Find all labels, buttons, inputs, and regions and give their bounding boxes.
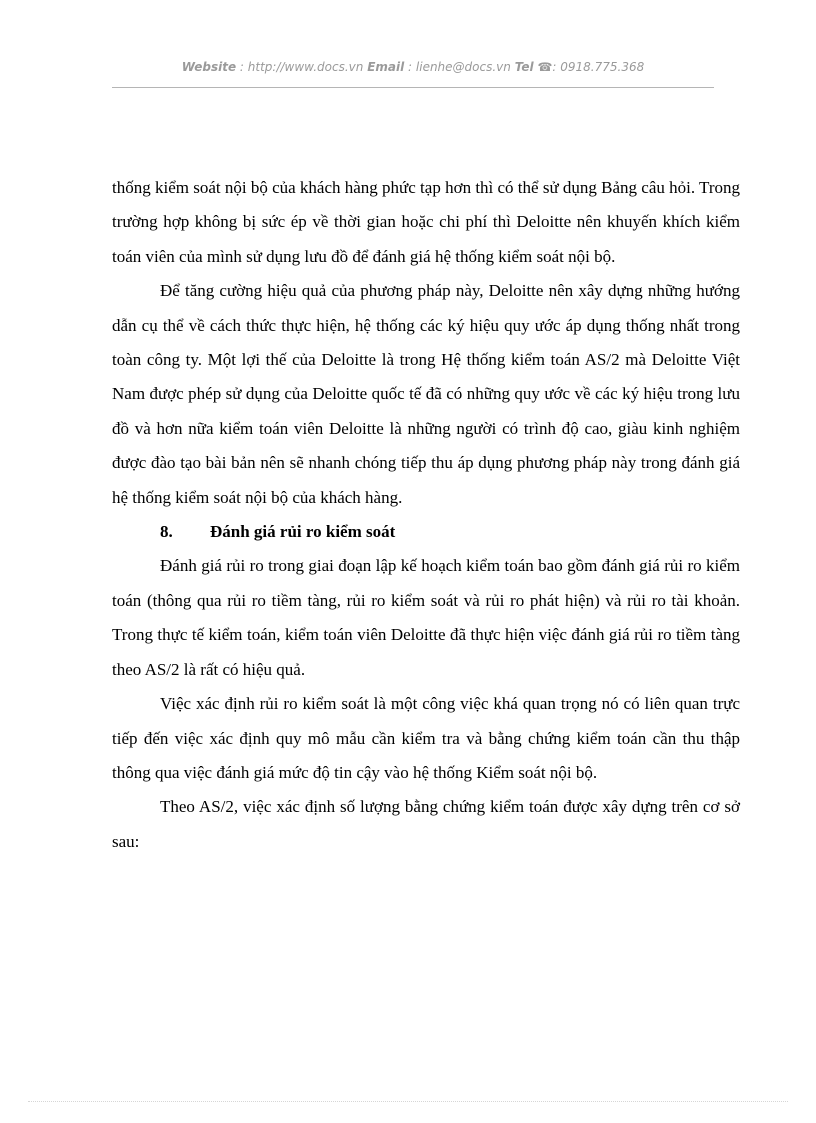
tel-value: : 0918.775.368 (552, 60, 645, 74)
section-heading (112, 515, 740, 549)
header-divider (112, 87, 714, 88)
section-number: 8. (160, 522, 173, 542)
tel-label: Tel (514, 60, 534, 74)
page-header (112, 60, 714, 74)
phone-icon: ☎ (537, 60, 553, 74)
paragraph-5: Theo AS/2, việc xác định số lượng bằng chứng kiểm toán được xây dựng trên cơ sở sau: (112, 797, 740, 851)
email-label: Email (367, 60, 405, 74)
email-value: : lienhe@docs.vn (408, 60, 511, 74)
document-body (112, 171, 740, 859)
paragraph-2: Để tăng cường hiệu quả của phương pháp này, Deloitte nên xây dựng những hướng dẫn cụ thể về cách thức thực hiện, hệ thống các ký hiệu quy ước áp dụng thống nhất trong toàn công ty. Một lợi thế của Deloitte là trong Hệ thống kiểm toán AS/2 mà Deloitte Việt Nam được phép sử dụng của Deloitte quốc tế đã có những quy ước về các ký hiệu trong lưu đồ và hơn nữa kiểm toán viên Deloitte là những người có trình độ cao, giàu kinh nghiệm được đào tạo bài bản nên sẽ nhanh chóng tiếp thu áp dụng phương pháp này trong đánh giá hệ thống kiểm soát nội bộ của khách hàng. (112, 281, 740, 507)
paragraph-3: Đánh giá rủi ro trong giai đoạn lập kế hoạch kiểm toán bao gồm đánh giá rủi ro kiểm toán (thông qua rủi ro tiềm tàng, rủi ro kiểm soát và rủi ro phát hiện) và rủi ro tài khoản. Trong thực tế kiểm toán, kiểm toán viên Deloitte đã thực hiện việc đánh giá rủi ro tiềm tàng theo AS/2 là rất có hiệu quả. (112, 556, 740, 679)
section-title: Đánh giá rủi ro kiểm soát (210, 522, 396, 542)
paragraph-1: thống kiểm soát nội bộ của khách hàng phức tạp hơn thì có thể sử dụng Bảng câu hỏi. Trong trường hợp không bị sức ép về thời gian hoặc chi phí thì Deloitte nên khuyến khích kiểm toán viên của mình sử dụng lưu đồ để đánh giá hệ thống kiểm soát nội bộ. (112, 178, 740, 266)
footer-divider (28, 1101, 788, 1102)
website-value: : http://www.docs.vn (239, 60, 364, 74)
website-label: Website (181, 60, 237, 74)
paragraph-4: Việc xác định rủi ro kiểm soát là một công việc khá quan trọng nó có liên quan trực tiếp đến việc xác định quy mô mẫu cần kiểm tra và bằng chứng kiểm toán cần thu thập thông qua việc đánh giá mức độ tin cậy vào hệ thống Kiểm soát nội bộ. (112, 694, 740, 782)
